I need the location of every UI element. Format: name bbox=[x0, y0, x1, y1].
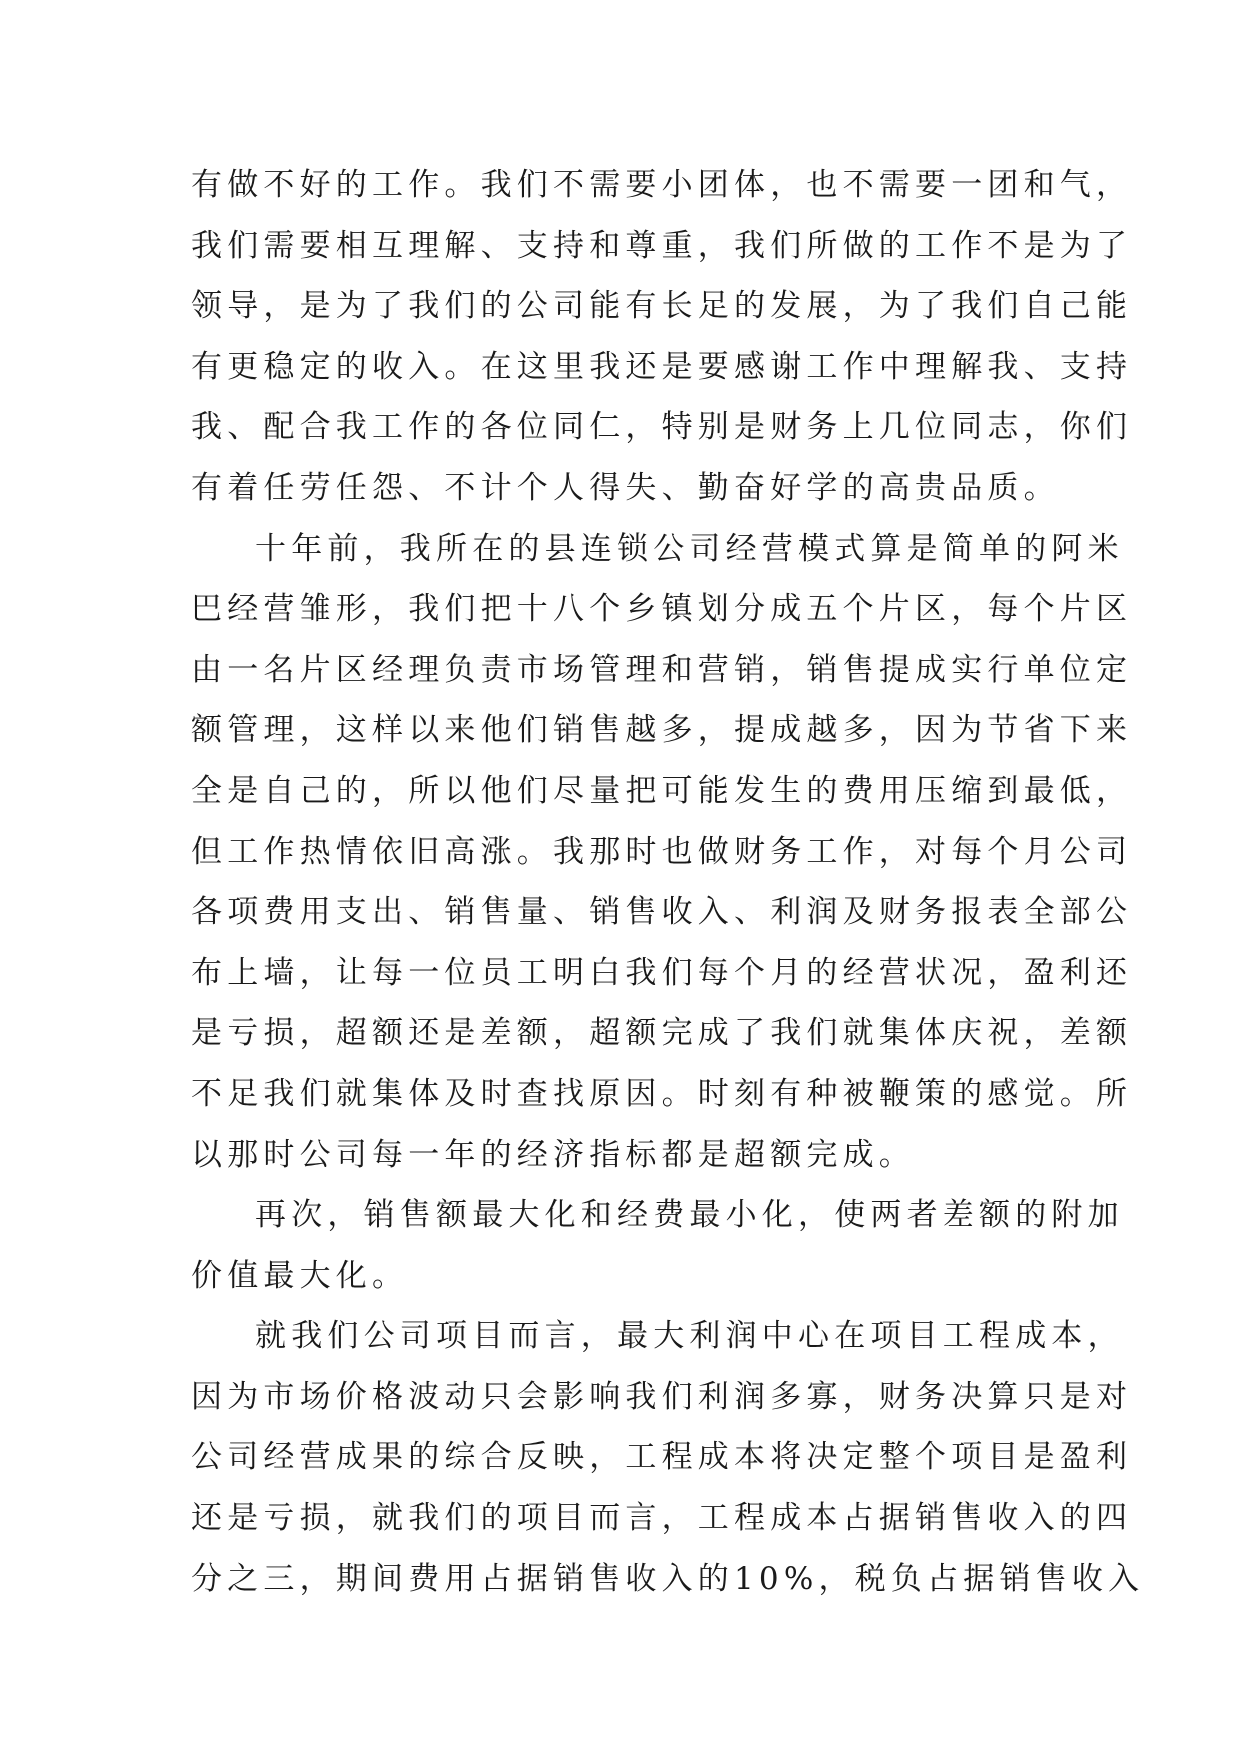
text-line: 公司经营成果的综合反映，工程成本将决定整个项目是盈利 bbox=[191, 1439, 1133, 1476]
paragraph bbox=[191, 1185, 1124, 1306]
paragraph bbox=[191, 519, 1133, 1186]
paragraph bbox=[191, 155, 1133, 519]
text-line: 不足我们就集体及时查找原因。时刻有种被鞭策的感觉。所 bbox=[191, 1075, 1133, 1112]
text-line: 各项费用支出、销售量、销售收入、利润及财务报表全部公 bbox=[191, 894, 1133, 931]
text-line: 再次，销售额最大化和经费最小化，使两者差额的附加 bbox=[255, 1197, 1124, 1234]
text-line: 额管理，这样以来他们销售越多，提成越多，因为节省下来 bbox=[191, 712, 1133, 749]
text-line: 分之三，期间费用占据销售收入的10%，税负占据销售收入 bbox=[191, 1560, 1145, 1597]
text-line: 领导，是为了我们的公司能有长足的发展，为了我们自己能 bbox=[191, 288, 1133, 325]
text-line: 以那时公司每一年的经济指标都是超额完成。 bbox=[191, 1136, 915, 1173]
text-line: 布上墙，让每一位员工明白我们每个月的经营状况，盈利还 bbox=[191, 954, 1133, 991]
text-line: 还是亏损，就我们的项目而言，工程成本占据销售收入的四 bbox=[191, 1500, 1133, 1537]
text-line: 有着任劳任怨、不计个人得失、勤奋好学的高贵品质。 bbox=[191, 469, 1060, 506]
text-line: 因为市场价格波动只会影响我们利润多寡，财务决算只是对 bbox=[191, 1378, 1133, 1415]
text-line: 十年前，我所在的县连锁公司经营模式算是简单的阿米 bbox=[255, 530, 1124, 567]
text-line: 由一名片区经理负责市场管理和营销，销售提成实行单位定 bbox=[191, 651, 1133, 688]
body-text bbox=[191, 155, 1145, 1609]
text-line: 巴经营雏形，我们把十八个乡镇划分成五个片区，每个片区 bbox=[191, 591, 1133, 628]
text-line: 全是自己的，所以他们尽量把可能发生的费用压缩到最低， bbox=[191, 772, 1133, 809]
text-line: 有更稳定的收入。在这里我还是要感谢工作中理解我、支持 bbox=[191, 348, 1133, 385]
text-line: 就我们公司项目而言，最大利润中心在项目工程成本， bbox=[255, 1318, 1124, 1355]
text-line: 我们需要相互理解、支持和尊重，我们所做的工作不是为了 bbox=[191, 227, 1133, 264]
text-line: 是亏损，超额还是差额，超额完成了我们就集体庆祝，差额 bbox=[191, 1015, 1133, 1052]
text-line: 我、配合我工作的各位同仁，特别是财务上几位同志，你们 bbox=[191, 409, 1133, 446]
text-line: 有做不好的工作。我们不需要小团体，也不需要一团和气， bbox=[191, 167, 1133, 203]
paragraph bbox=[191, 1306, 1145, 1609]
text-line: 价值最大化。 bbox=[191, 1257, 409, 1294]
text-line: 但工作热情依旧高涨。我那时也做财务工作，对每个月公司 bbox=[191, 833, 1133, 870]
